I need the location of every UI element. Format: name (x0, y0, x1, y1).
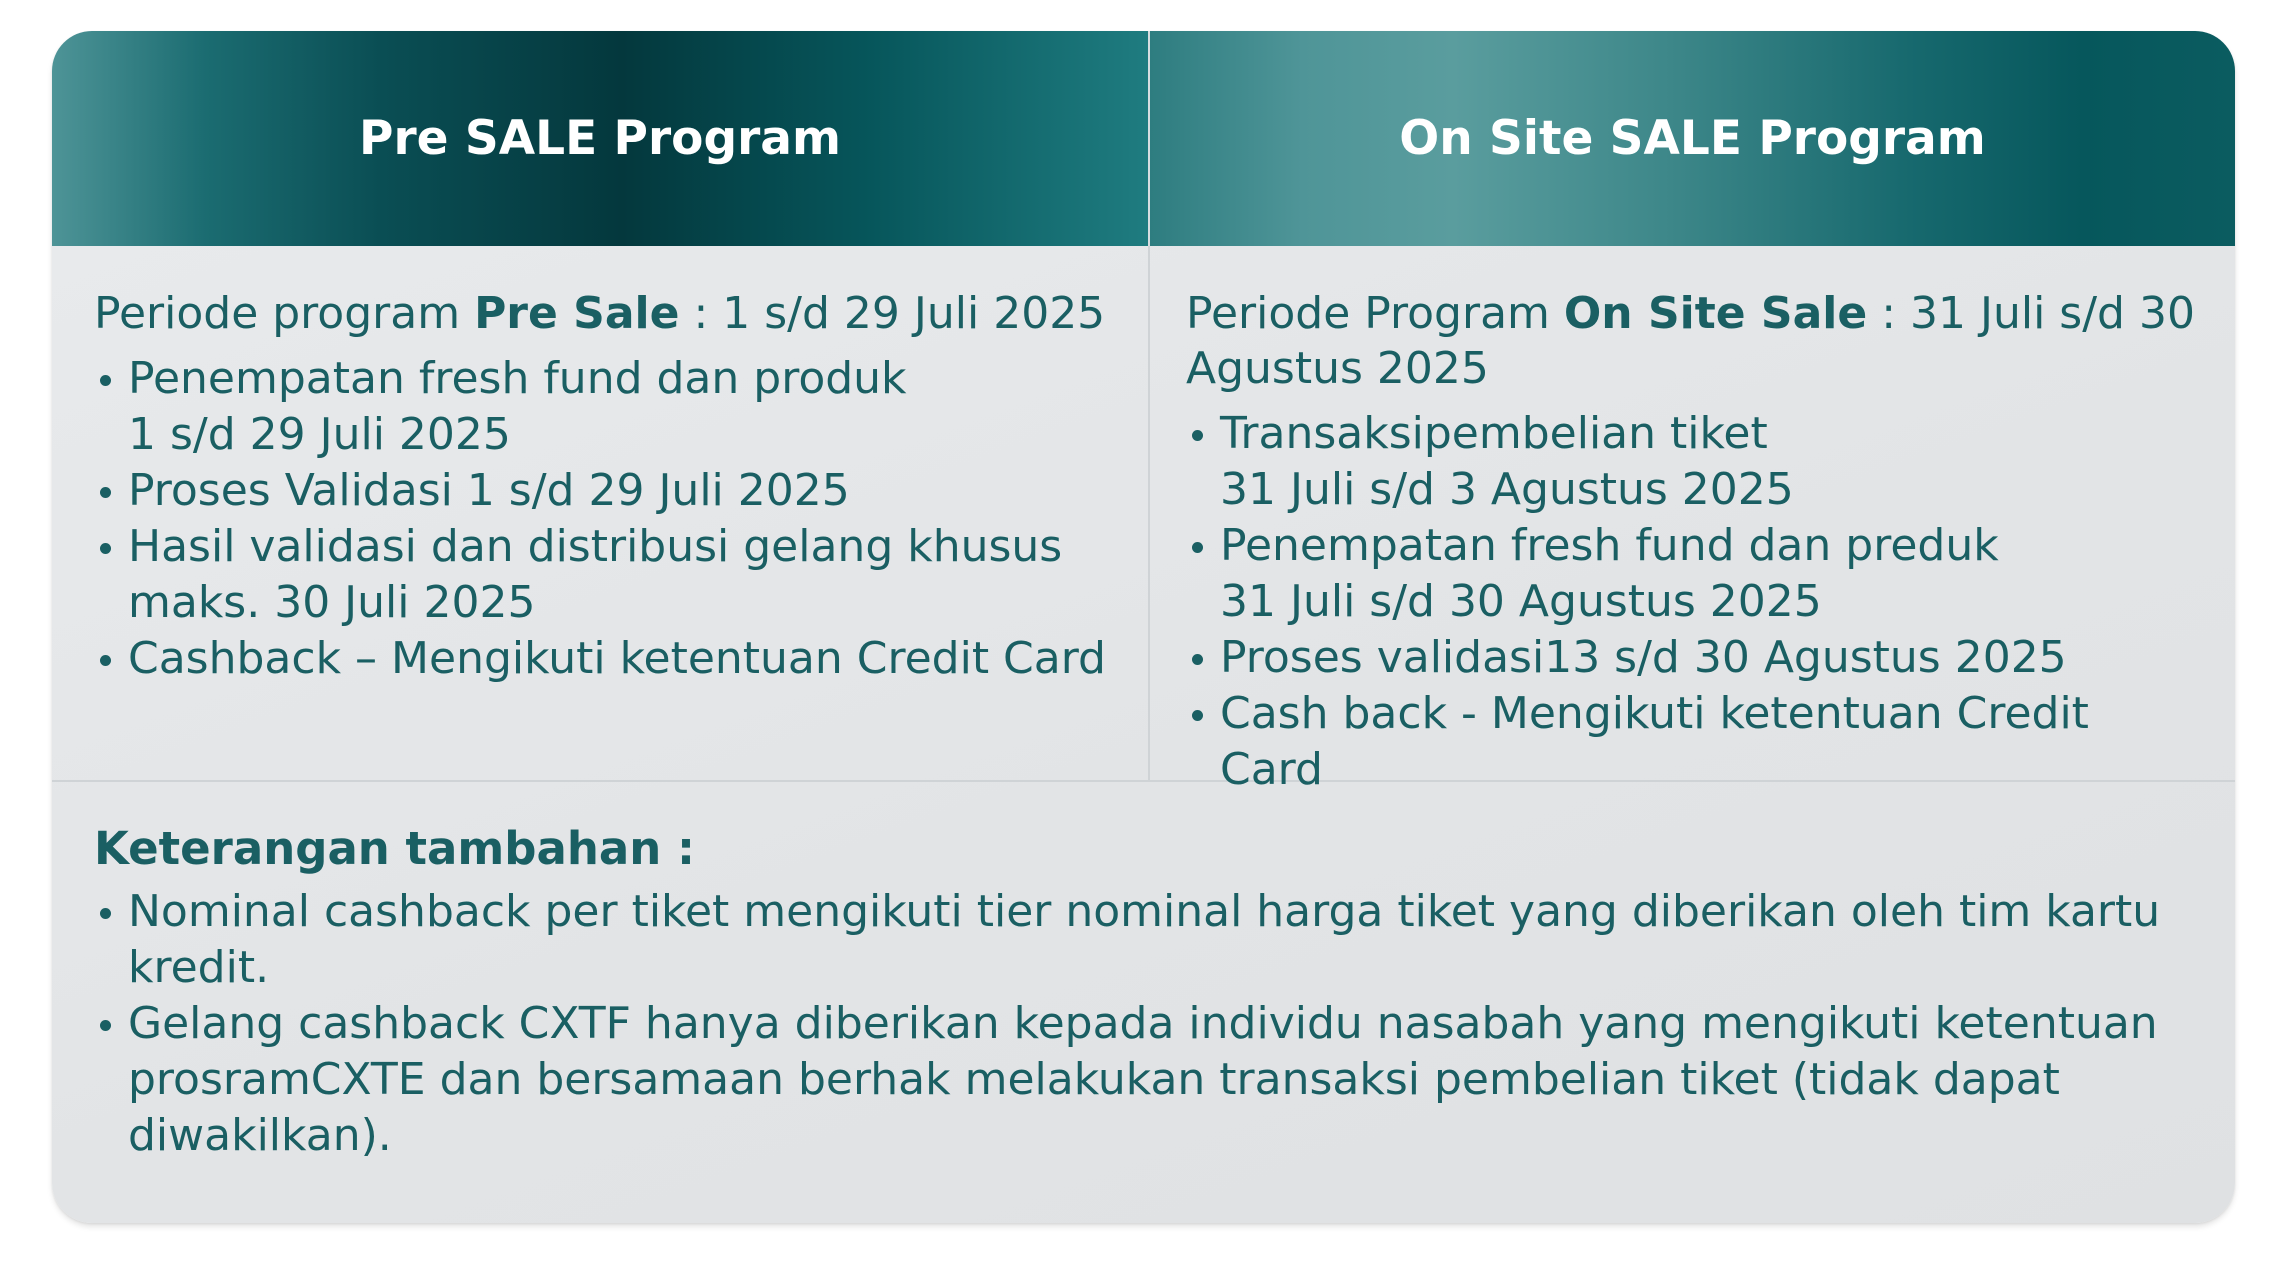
list-item-text: 31 Juli s/d 3 Agustus 2025 (1220, 464, 1794, 515)
bullet-dot-icon (1192, 542, 1203, 553)
list-item (94, 884, 2175, 996)
pre-sale-period-label: Periode program (94, 288, 475, 339)
on-site-sale-period-dates-cont: Agustus 2025 (1186, 343, 1489, 394)
pre-sale-period-bold: Pre Sale (474, 288, 680, 339)
table-header (52, 31, 2235, 246)
list-item-text: maks. 30 Juli 2025 (128, 577, 536, 628)
on-site-sale-period (1186, 286, 2195, 396)
on-site-sale-bullet-list (1186, 406, 2195, 798)
on-site-sale-period-bold: On Site Sale (1563, 288, 1868, 339)
list-item-text: 1 s/d 29 Juli 2025 (128, 409, 511, 460)
list-item (1186, 518, 2195, 630)
list-item-text: Cash back - Mengikuti ketentuan Credit Card (1220, 688, 2089, 795)
bullet-dot-icon (100, 908, 111, 919)
on-site-sale-period-dates: : 31 Juli s/d 30 (1867, 288, 2195, 339)
pre-sale-header (52, 31, 1150, 246)
bullet-dot-icon (100, 655, 111, 666)
pre-sale-title: Pre SALE Program (359, 111, 841, 166)
pre-sale-period-dates: : 1 s/d 29 Juli 2025 (679, 288, 1106, 339)
additional-notes-section (52, 782, 2235, 1164)
list-item-text: Transaksipembelian tiket (1220, 408, 1768, 459)
list-item-text: Penempatan fresh fund dan produk (128, 353, 907, 404)
list-item (1186, 630, 2195, 686)
bullet-dot-icon (100, 487, 111, 498)
list-item (94, 631, 1118, 687)
list-item-text: 31 Juli s/d 30 Agustus 2025 (1220, 576, 1822, 627)
list-item-text: prosramCXTE dan bersamaan berhak melakukan transaksi pembelian tiket (tidak dapat (128, 1054, 2060, 1105)
bullet-dot-icon (1192, 654, 1203, 665)
list-item-text: Hasil validasi dan distribusi gelang khusus (128, 521, 1063, 572)
pre-sale-period (94, 286, 1118, 341)
bullet-dot-icon (100, 1020, 111, 1031)
pre-sale-bullet-list (94, 351, 1118, 687)
list-item-text: Proses Validasi 1 s/d 29 Juli 2025 (128, 465, 850, 516)
on-site-sale-column (1150, 246, 2235, 795)
list-item (94, 519, 1118, 631)
list-item (94, 463, 1118, 519)
list-item-text: kredit. (128, 942, 270, 993)
on-site-sale-title: On Site SALE Program (1399, 111, 1986, 166)
list-item (94, 351, 1118, 463)
list-item-text: Gelang cashback CXTF hanya diberikan kepada individu nasabah yang mengikuti ketentuan (128, 998, 2158, 1049)
bullet-dot-icon (100, 375, 111, 386)
list-item-text: Cashback – Mengikuti ketentuan Credit Card (128, 633, 1106, 684)
bullet-dot-icon (1192, 430, 1203, 441)
list-item-text: Penempatan fresh fund dan preduk (1220, 520, 1999, 571)
additional-notes-list (94, 884, 2175, 1164)
additional-notes-title: Keterangan tambahan : (94, 822, 695, 875)
list-item-text: diwakilkan). (128, 1110, 392, 1161)
bullet-dot-icon (100, 543, 111, 554)
on-site-sale-period-label: Periode Program (1186, 288, 1564, 339)
list-item (1186, 406, 2195, 518)
list-item (94, 996, 2175, 1164)
list-item-text: Proses validasi13 s/d 30 Agustus 2025 (1220, 632, 2067, 683)
program-info-card (52, 31, 2235, 1223)
bullet-dot-icon (1192, 710, 1203, 721)
list-item-text: Nominal cashback per tiket mengikuti tier nominal harga tiket yang diberikan oleh tim kartu (128, 886, 2161, 937)
pre-sale-column (52, 246, 1150, 780)
program-details-row (52, 246, 2235, 795)
on-site-sale-header (1150, 31, 2235, 246)
